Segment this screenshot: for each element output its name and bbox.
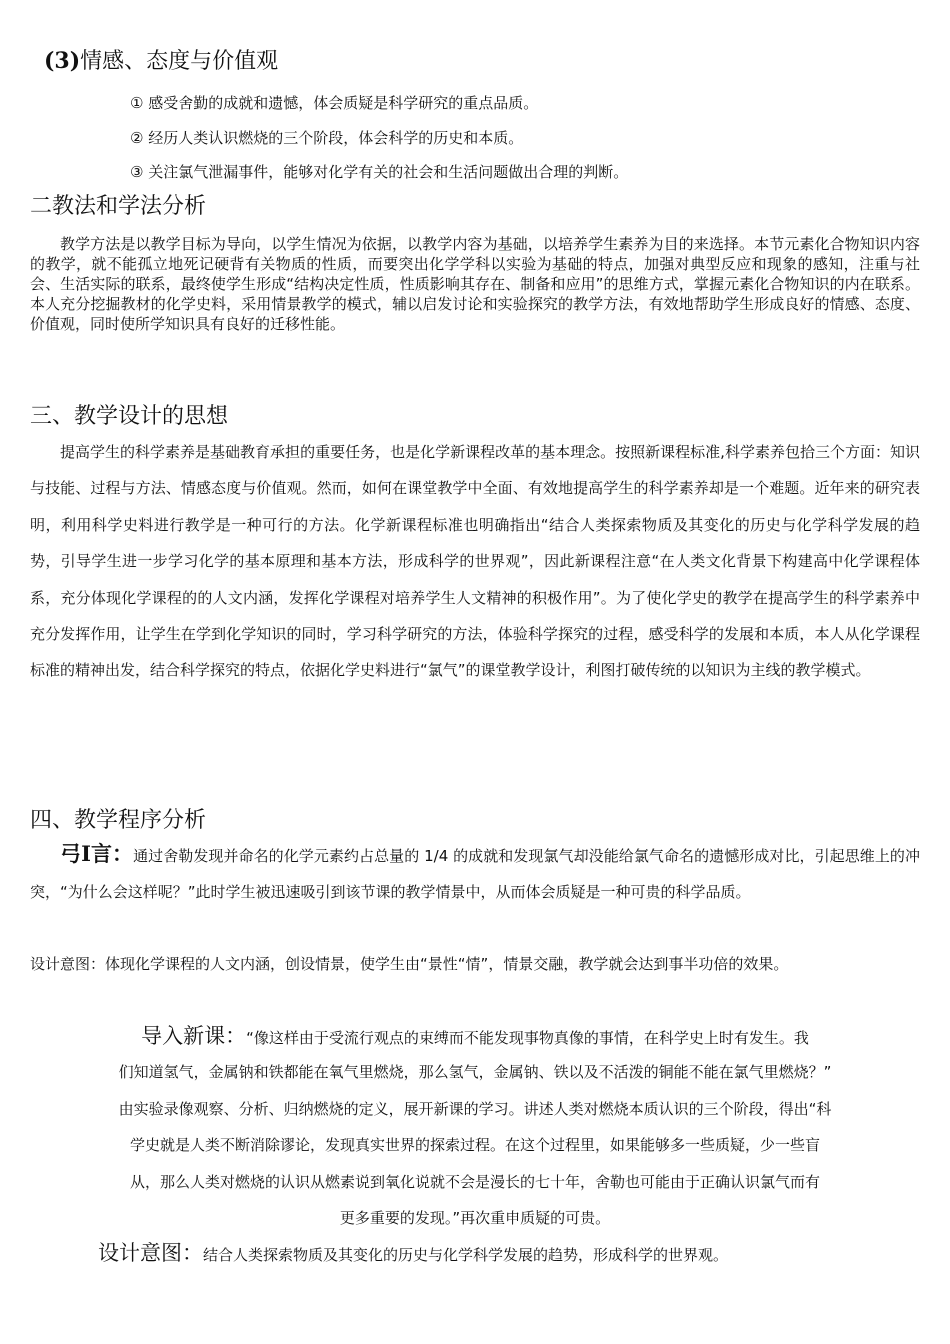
- design-intent-paragraph: 设计意图：体现化学课程的人文内涵，创设情景，使学生由“景性“情”，情景交融，教学就会达到事半功倍的效果。: [30, 955, 789, 973]
- new-lesson-line-5: 从，那么人类对燃烧的认识从燃素说到氧化说就不会是漫长的七十年，舍勒也可能由于正确认识氯气而有: [129, 1173, 820, 1191]
- section-3-subheading: [44, 46, 278, 77]
- subheading-title: 情感、态度与价值观: [80, 49, 279, 74]
- design-intent-label: 设计意图：: [98, 1241, 203, 1265]
- introduction-label: 弓I言：: [60, 841, 134, 866]
- new-lesson-line-1: [40, 1018, 910, 1056]
- subheading-number: (3): [44, 48, 81, 74]
- new-lesson-line-4: 学史就是人类不断消除谬论，发现真实世界的探索过程。在这个过程里，如果能够多一些质疑，少一些盲: [129, 1136, 820, 1154]
- section-two-body: 教学方法是以教学目标为导向，以学生情况为依据，以教学内容为基础，以培养学生素养为目的来选择。本节元素化合物知识内容的教学，就不能孤立地死记硬背有关物质的性质，而要突出化学学科以实验为基础的特点，加强对典型反应和现象的感知，注重与社会、生活实际的联系，最终使学生形成“结构决定性质，性质影响其存在、制备和应用”的思维方式，掌握元素化合物知识的内在联系。本人充分挖掘教材的化学史料，采用情景教学的模式，辅以启发讨论和实验探究的教学方法，有效地帮助学生形成良好的情感、态度、价值观，同时使所学知识具有良好的迁移性能。: [30, 235, 920, 333]
- introduction-body: 通过舍勒发现并命名的化学元素约占总量的 1/4 的成就和发现氯气却没能给氯气命名的遗憾形成对比，引起思维上的冲突，“为什么会这样呢？”此时学生被迅速吸引到该节课的教学情景中，从而体会质疑是一种可贵的科学品质。: [30, 847, 920, 902]
- new-lesson-line-3: 由实验录像观察、分析、归纳燃烧的定义，展开新课的学习。讲述人类对燃烧本质认识的三个阶段，得出“科: [118, 1100, 832, 1118]
- new-lesson-text-1: “像这样由于受流行观点的束缚而不能发现事物真像的事情，在科学史上时有发生。我: [246, 1029, 809, 1047]
- attitude-item-1: ① 感受舍勤的成就和遗憾，体会质疑是科学研究的重点品质。: [130, 94, 539, 112]
- design-intent-text: 结合人类探索物质及其变化的历史与化学科学发展的趋势，形成科学的世界观。: [203, 1246, 729, 1264]
- new-lesson-line-6: 更多重要的发现。”再次重申质疑的可贵。: [339, 1209, 611, 1227]
- attitude-item-3: ③ 关注氯气泄漏事件，能够对化学有关的社会和生活问题做出合理的判断。: [130, 163, 629, 181]
- section-three-heading: 三、教学设计的思想: [30, 404, 229, 429]
- new-lesson-label: 导入新课：: [141, 1024, 247, 1048]
- new-lesson-line-2: 们知道氢气，金属钠和铁都能在氧气里燃烧，那么氢气，金属钠、铁以及不活泼的铜能不能在氯气里燃烧？”: [118, 1063, 832, 1081]
- section-two-heading: 二教法和学法分析: [30, 194, 207, 219]
- attitude-item-2: ② 经历人类认识燃烧的三个阶段，体会科学的历史和本质。: [130, 129, 524, 147]
- introduction-paragraph: [30, 836, 920, 911]
- section-three-body: 提高学生的科学素养是基础教育承担的重要任务，也是化学新课程改革的基本理念。按照新课程标准,科学素养包拾三个方面：知识与技能、过程与方法、情感态度与价值观。然而，如何在课堂教学中全面、有效地提高学生的科学素养却是一个难题。近年来的研究表明，利用科学史料进行教学是一种可行的方法。化学新课程标准也明确指出“结合人类探索物质及其变化的历史与化学科学发展的趋势，引导学生进一步学习化学的基本原理和基本方法，形成科学的世界观”，因此新课程注意“在人类文化背景下构建高中化学课程体系，充分体现化学课程的的人文内涵，发挥化学课程对培养学生人文精神的积极作用”。为了使化学史的教学在提高学生的科学素养中充分发挥作用，让学生在学到化学知识的同时，学习科学研究的方法，体验科学探究的过程，感受科学的发展和本质，本人从化学课程标准的精神出发，结合科学探究的特点，依据化学史料进行“氯气”的课堂教学设计，利图打破传统的以知识为主线的教学模式。: [30, 443, 920, 680]
- section-four-heading: 四、教学程序分析: [30, 808, 207, 833]
- design-intent-final: [98, 1238, 728, 1270]
